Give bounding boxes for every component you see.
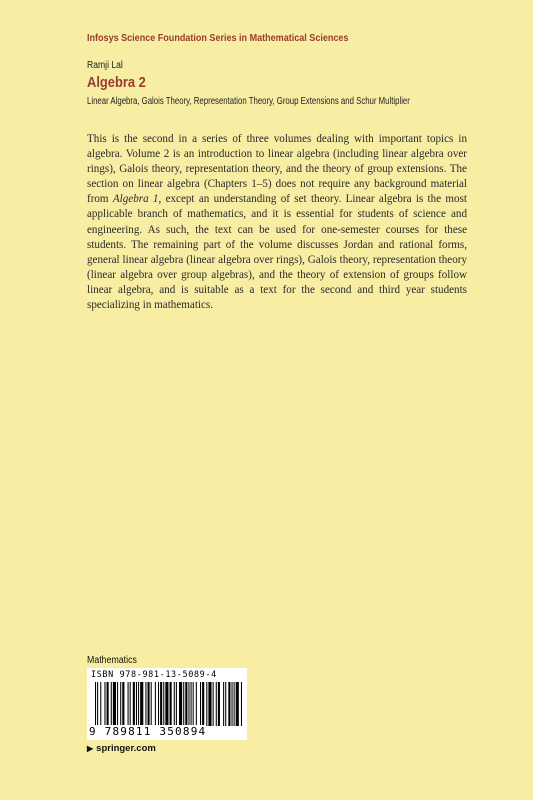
barcode-stripe: [117, 682, 118, 726]
book-title: Algebra 2: [87, 74, 146, 91]
ean-digits: 9 789811 350894: [89, 725, 207, 738]
barcode-stripe: [179, 682, 182, 726]
barcode-stripe: [160, 682, 162, 726]
author-name: Ramji Lal: [87, 60, 123, 71]
barcode-stripe: [104, 682, 105, 726]
barcode-stripe: [95, 682, 96, 726]
barcode-stripe: [185, 682, 187, 726]
barcode-stripe: [140, 682, 143, 726]
description-blurb: [87, 132, 467, 313]
barcode-stripe: [163, 682, 164, 726]
triangle-right-icon: ▶: [87, 744, 94, 753]
barcode-stripe: [218, 682, 220, 726]
barcode-stripe: [148, 682, 150, 726]
barcode-stripe: [111, 682, 112, 726]
barcode-stripe: [193, 682, 194, 726]
barcode-stripe: [176, 682, 177, 726]
barcode-stripe: [188, 682, 189, 726]
publisher-url: springer.com: [96, 743, 156, 754]
barcode-stripe: [236, 682, 239, 726]
barcode-stripe: [155, 682, 156, 726]
barcode-bars: [95, 682, 243, 726]
barcode-stripe: [151, 682, 152, 726]
series-title: Infosys Science Foundation Series in Mathematical Sciences: [87, 32, 349, 44]
barcode-stripe: [228, 682, 230, 726]
barcode-stripe: [191, 682, 192, 726]
barcode-stripe: [196, 682, 197, 726]
barcode-stripe: [130, 682, 131, 726]
barcode-stripe: [234, 682, 235, 726]
barcode-stripe: [225, 682, 226, 726]
barcode-stripe: [216, 682, 217, 726]
isbn-label: ISBN 978-981-13-5089-4: [91, 670, 217, 680]
barcode-stripe: [174, 682, 175, 726]
barcode-stripe: [122, 682, 124, 726]
barcode-stripe: [128, 682, 129, 726]
book-subtitle: Linear Algebra, Galois Theory, Representation Theory, Group Extensions and Schur Multiplier: [87, 96, 410, 107]
barcode-stripe: [145, 682, 146, 726]
barcode-stripe: [206, 682, 207, 726]
subject-category: Mathematics: [87, 655, 137, 666]
barcode-stripe: [100, 682, 101, 726]
barcode-stripe: [107, 682, 109, 726]
barcode-stripe: [133, 682, 135, 726]
barcode-stripe: [241, 682, 242, 726]
barcode-stripe: [208, 682, 211, 726]
barcode-stripe: [232, 682, 233, 726]
barcode-stripe: [97, 682, 98, 726]
isbn-barcode: [87, 668, 247, 740]
barcode-stripe: [170, 682, 172, 726]
blurb-italic-reference: Algebra 1: [112, 193, 159, 206]
barcode-stripe: [120, 682, 121, 726]
barcode-stripe: [202, 682, 204, 726]
barcode-stripe: [138, 682, 139, 726]
barcode-stripe: [213, 682, 214, 726]
blurb-text-2: , except an understanding of set theory. Linear algebra is the most applicable branch of mathematics, and it is essential for students of science and engineering. As such, the text can be used for one-semester courses for these students. The remaining part of the volume discusses Jordan and rational forms, general linear algebra (linear algebra over rings), Galois theory, representation theory (linear algebra over group algebras), and the theory of extension of groups follow linear algebra, and is suitable as a text for the second and third year students specializing in mathematics.: [87, 193, 467, 312]
blurb-text-1: This is the second in a series of three volumes dealing with important topics in algebra. Volume 2 is an introduction to linear algebra (including linear algebra over rings), Galois theory, representation theory, and the theory of group extensions. The section on linear algebra (Chapters 1–5) does not require any background material from: [87, 133, 467, 206]
barcode-stripe: [200, 682, 201, 726]
barcode-stripe: [165, 682, 168, 726]
barcode-stripe: [136, 682, 137, 726]
publisher-link[interactable]: [87, 743, 156, 754]
barcode-stripe: [223, 682, 224, 726]
barcode-stripe: [158, 682, 159, 726]
barcode-stripe: [183, 682, 184, 726]
barcode-stripe: [113, 682, 116, 726]
